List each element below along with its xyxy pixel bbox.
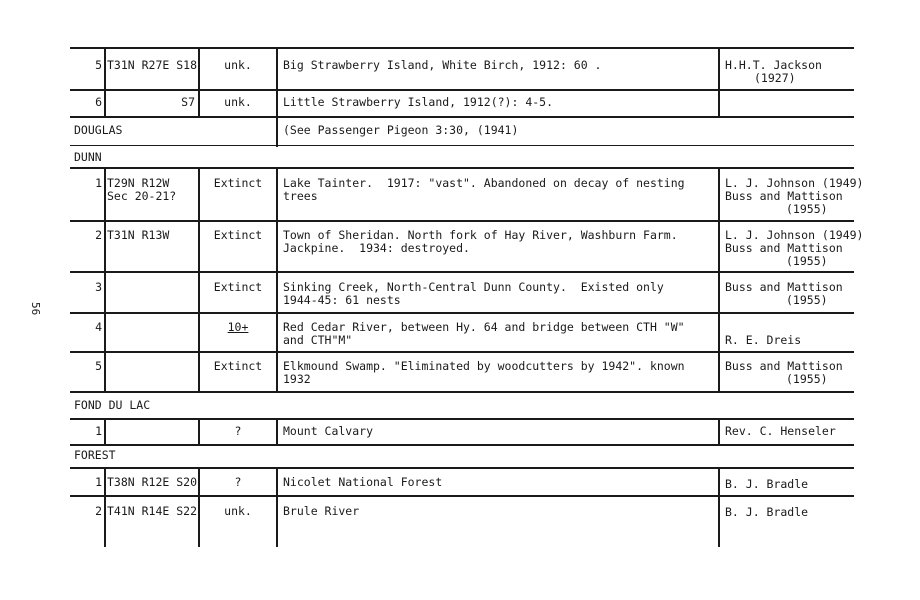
rule: [70, 47, 854, 49]
col-line: [276, 47, 278, 147]
col-line: [718, 467, 720, 547]
rule: [70, 145, 854, 146]
description-cell: Little Strawberry Island, 1912(?): 4-5.: [283, 95, 554, 109]
rule: [70, 495, 854, 497]
col-line: [104, 47, 106, 117]
source-cell: L. J. Johnson (1949): [725, 228, 864, 242]
county-heading: DOUGLAS: [74, 123, 123, 137]
source-cell: B. J. Bradle: [725, 505, 809, 519]
row-number: 1: [95, 424, 102, 438]
county-heading: DUNN: [74, 150, 102, 164]
description-cell: Jackpine. 1934: destroyed.: [283, 241, 470, 255]
county-heading: FOREST: [74, 448, 116, 462]
source-cell: L. J. Johnson (1949): [725, 176, 864, 190]
description-cell: Big Strawberry Island, White Birch, 1912: 60 .: [283, 58, 602, 72]
location-cell: T31N R27E S18: [107, 58, 198, 72]
location-cell: T29N R12W: [107, 176, 170, 190]
description-cell: 1944-45: 61 nests: [283, 293, 401, 307]
source-cell: (1955): [786, 293, 828, 307]
status-cell: ?: [234, 424, 242, 438]
location-cell: T41N R14E S22: [107, 504, 198, 518]
rule: [70, 351, 854, 353]
rule: [70, 167, 854, 169]
location-cell: T31N R13W: [107, 228, 170, 242]
source-cell: (1955): [786, 202, 828, 216]
status-cell: Extinct: [213, 228, 263, 242]
source-cell: Buss and Mattison: [725, 241, 843, 255]
status-cell: unk.: [224, 504, 252, 518]
col-line: [718, 167, 720, 392]
source-cell: Buss and Mattison: [725, 189, 843, 203]
col-line: [276, 167, 278, 392]
description-cell: 1932: [283, 372, 311, 386]
source-cell: Buss and Mattison: [725, 280, 843, 294]
col-line: [104, 167, 106, 392]
col-line: [718, 418, 720, 445]
description-cell: Mount Calvary: [283, 424, 374, 438]
row-number: 2: [95, 228, 102, 242]
status-cell: unk.: [224, 95, 252, 109]
status-cell: ?: [234, 475, 242, 489]
description-cell: Nicolet National Forest: [283, 475, 443, 489]
description-cell: Brule River: [283, 504, 360, 518]
col-line: [276, 467, 278, 547]
rule: [70, 220, 854, 222]
rule: [70, 312, 854, 314]
description-cell: Sinking Creek, North-Central Dunn County. Existed only: [283, 280, 664, 294]
col-line: [104, 418, 106, 445]
description-cell: Lake Tainter. 1917: "vast". Abandoned on decay of nesting: [283, 176, 685, 190]
description-cell: and CTH"M": [283, 333, 353, 347]
row-number: 4: [95, 320, 102, 334]
rule: [70, 271, 854, 273]
location-cell: S7: [181, 95, 195, 109]
status-cell: Extinct: [213, 176, 263, 190]
source-cell: Buss and Mattison: [725, 359, 843, 373]
row-number: 2: [95, 504, 102, 518]
county-heading: FOND DU LAC: [74, 398, 151, 412]
source-cell: (1955): [786, 254, 828, 268]
col-line: [104, 467, 106, 547]
rule: [70, 391, 854, 393]
rule: [70, 418, 854, 420]
row-number: 5: [95, 359, 102, 373]
location-cell: Sec 20-21?: [107, 189, 177, 203]
col-line: [198, 167, 200, 392]
description-cell: Red Cedar River, between Hy. 64 and bridge between CTH "W": [283, 320, 685, 334]
status-cell: unk.: [224, 58, 252, 72]
status-cell: Extinct: [213, 359, 263, 373]
source-cell: R. E. Dreis: [725, 333, 802, 347]
rule: [70, 467, 854, 469]
row-number: 3: [95, 280, 102, 294]
row-number: 6: [95, 95, 102, 109]
description-cell: (See Passenger Pigeon 3:30, (1941): [283, 123, 519, 137]
status-cell: Extinct: [213, 280, 263, 294]
source-cell: (1955): [786, 372, 828, 386]
description-cell: Town of Sheridan. North fork of Hay River, Washburn Farm.: [283, 228, 678, 242]
row-number: 1: [95, 176, 102, 190]
source-cell: B. J. Bradle: [725, 477, 809, 491]
rule: [70, 444, 854, 446]
source-cell: (1927): [754, 71, 796, 85]
row-number: 5: [95, 58, 102, 72]
rule: [70, 116, 854, 118]
status-cell: 10+: [227, 320, 249, 334]
col-line: [718, 47, 720, 117]
source-cell: Rev. C. Henseler: [725, 424, 836, 438]
row-number: 1: [95, 475, 102, 489]
page-number: 56: [29, 302, 42, 316]
col-line: [276, 418, 278, 445]
location-cell: T38N R12E S20: [107, 475, 198, 489]
description-cell: trees: [283, 189, 318, 203]
rule: [70, 89, 854, 91]
source-cell: H.H.T. Jackson: [725, 58, 822, 72]
description-cell: Elkmound Swamp. "Eliminated by woodcutters by 1942". known: [283, 359, 685, 373]
